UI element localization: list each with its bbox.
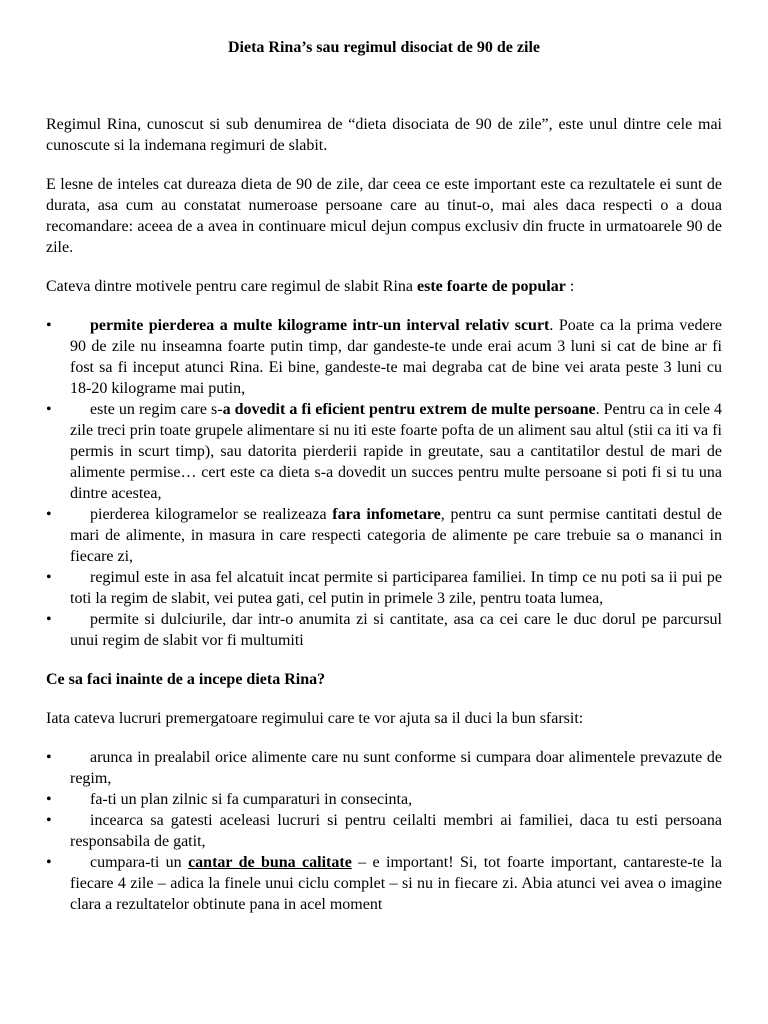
paragraph-reasons — [46, 276, 722, 297]
item-text: regimul este in asa fel alcatuit incat permite si participarea familiei. In timp ce nu poti sa ii pui pe toti la regim de slabit, vei putea gati, cel putin in primele 3 zile, pentru toata lumea, — [70, 569, 722, 607]
item-bold: fara infometare — [332, 506, 441, 523]
preparation-list — [46, 747, 722, 915]
paragraph-duration: E lesne de inteles cat dureaza dieta de 90 de zile, dar ceea ce este important este ca rezultatele ei sunt de durata, asa cum au constatat numeroase persoane care au tinut-o, mai ales daca respecti o a doua recomandare: aceea de a avea in continuare micul dejun compus exclusiv din fructe in urmatoarele 90 de zile. — [46, 176, 722, 256]
scale-link[interactable]: cantar de buna calitate — [188, 854, 352, 871]
reasons-end: : — [565, 278, 575, 295]
bullet-icon: • — [46, 749, 52, 766]
paragraph-preparation: Iata cateva lucruri premergatoare regimului care te vor ajuta sa il duci la bun sfarsit: — [46, 710, 584, 727]
bullet-icon: • — [46, 611, 52, 628]
item-text: – e important! Si, tot foarte important, cantareste-te la fiecare 4 zile – adica la finele unui ciclu complet – si nu in fiecare zi. Abia atunci vei avea o imagine clara a rezultatelor obtinute pana in acel moment — [70, 854, 722, 913]
document-body — [46, 114, 722, 933]
bullet-icon: • — [46, 791, 52, 808]
item-text: fa-ti un plan zilnic si fa cumparaturi in consecinta, — [90, 791, 413, 808]
item-text: cumpara-ti un — [90, 854, 189, 871]
item-bold: permite pierderea a multe kilograme intr-un interval relativ scurt — [90, 317, 550, 334]
item-text: este un regim care s- — [90, 401, 223, 418]
bullet-icon: • — [46, 317, 52, 334]
list-item — [46, 609, 722, 651]
item-text: permite si dulciurile, dar intr-o anumita zi si cantitate, asa ca cei care le duc dorul pe parcursul unui regim de slabit vor fi multumiti — [70, 611, 722, 649]
list-item — [46, 567, 722, 609]
bullet-icon: • — [46, 401, 52, 418]
bullet-icon: • — [46, 812, 52, 829]
list-item — [46, 852, 722, 915]
item-text: incearca sa gatesti aceleasi lucruri si pentru ceilalti membri ai familiei, daca tu esti persoana responsabila de gatit, — [70, 812, 722, 850]
list-item — [46, 399, 722, 504]
item-text: , pentru ca sunt permise cantitati destul de mari de alimente, in masura in care respecti categoria de alimente pe care trebuie sa o mananci in fiecare zi, — [70, 506, 723, 565]
reasons-text: Cateva dintre motivele pentru care regimul de slabit Rina — [46, 278, 417, 295]
item-text: . Poate ca la prima vedere 90 de zile nu inseamna foarte putin timp, dar gandeste-te unde erai acum 3 luni si cat de bine ar fi fost sa fi inceput atunci Rina. Ei bine, gandeste-te mai degraba cat de bine vei arata peste 3 luni cu 18-20 kilograme mai putin, — [70, 317, 723, 397]
document-title: Dieta Rina’s sau regimul disociat de 90 de zile — [228, 39, 540, 56]
bullet-icon: • — [46, 506, 52, 523]
item-text: arunca in prealabil orice alimente care nu sunt conforme si cumpara doar alimentele prevazute de regim, — [70, 749, 722, 787]
section-heading: Ce sa faci inainte de a incepe dieta Rina? — [46, 671, 326, 688]
list-item — [46, 315, 722, 399]
item-text: . Pentru ca in cele 4 zile treci prin toate grupele alimentare si nu iti este foarte pofta de un aliment sau altul (stii ca iti va fi permis in scurt timp), sau datorita pierderii rapide in greutate, sau a cantitatilor destul de mari de alimente permise… cert este ca dieta s-a dovedit un succes pentru multe persoane si poti fi si tu una dintre acestea, — [70, 401, 723, 502]
bullet-icon: • — [46, 854, 52, 871]
list-item — [46, 789, 722, 810]
item-text: pierderea kilogramelor se realizeaza — [90, 506, 333, 523]
bullet-icon: • — [46, 569, 52, 586]
paragraph-intro: Regimul Rina, cunoscut si sub denumirea de “dieta disociata de 90 de zile”, este unul dintre cele mai cunoscute si la indemana regimuri de slabit. — [46, 116, 722, 154]
list-item — [46, 810, 722, 852]
list-item — [46, 747, 722, 789]
reasons-list — [46, 315, 722, 651]
item-bold: a dovedit a fi eficient pentru extrem de multe persoane — [222, 401, 596, 418]
list-item — [46, 504, 722, 567]
reasons-bold: este foarte de popular — [416, 278, 566, 295]
